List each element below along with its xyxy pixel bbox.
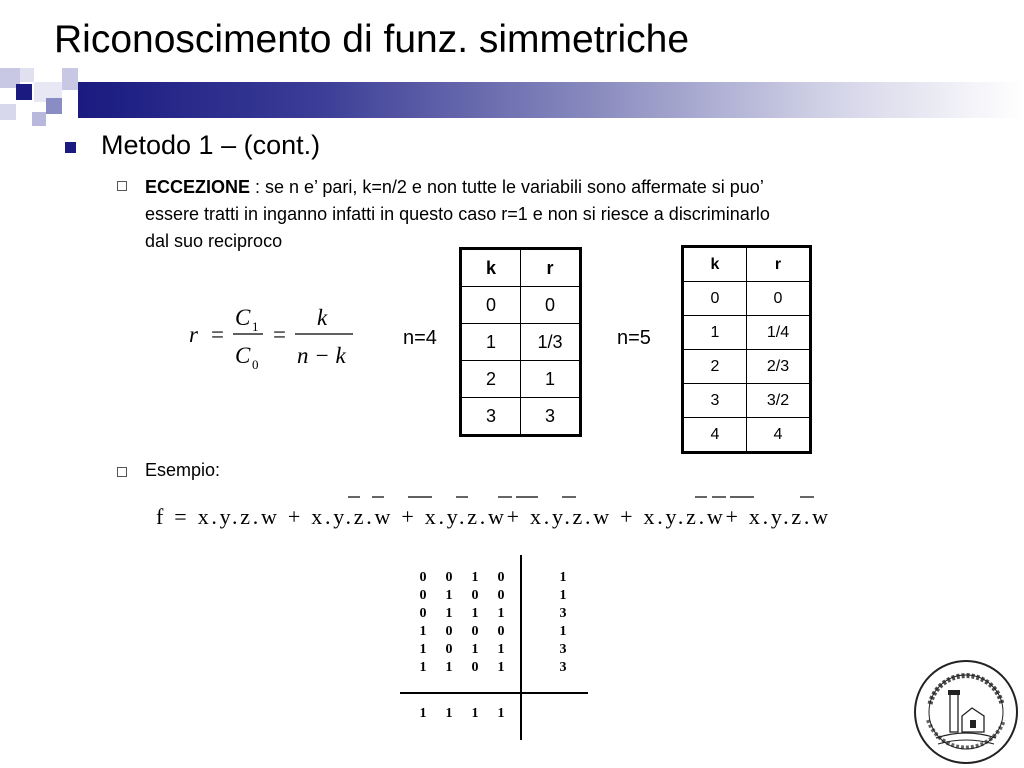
truth-table-row [410, 588, 514, 604]
truth-cell: 0 [445, 570, 453, 585]
truth-cell: 0 [445, 624, 453, 639]
n5-label: n=5 [617, 327, 651, 349]
table-header-r: r [521, 249, 581, 287]
table-cell: 1/3 [521, 324, 581, 361]
eccezione-paragraph [145, 174, 965, 255]
truth-cell: 0 [419, 570, 427, 585]
table-row [461, 361, 581, 398]
truth-cell: 1 [471, 642, 479, 657]
table-cell: 0 [461, 287, 521, 324]
eccezione-text-3: dal suo reciproco [145, 231, 283, 251]
truth-cell: 0 [445, 642, 453, 657]
truth-cell: 1 [471, 606, 479, 621]
formula-eq1: = [211, 322, 224, 347]
truth-cell: 1 [419, 642, 427, 657]
ratio-formula [185, 298, 365, 378]
function-expression [150, 486, 840, 532]
table-cell: 2 [683, 350, 747, 384]
slide-title: Riconoscimento di funz. simmetriche [54, 18, 690, 61]
table-cell: 4 [683, 418, 747, 453]
formula-eq2: = [273, 322, 286, 347]
university-seal-logo [912, 658, 1020, 766]
truth-cell: 1 [445, 606, 453, 621]
formula-c0: C [235, 343, 251, 368]
truth-cell: 0 [419, 588, 427, 603]
table-cell: 0 [521, 287, 581, 324]
banner-gradient-bar [78, 82, 1024, 118]
formula-c0-sub: 0 [252, 357, 259, 372]
truth-cell: 0 [497, 588, 505, 603]
r-value: 3 [559, 606, 567, 621]
truth-cell: 1 [497, 606, 505, 621]
r-value: 1 [559, 588, 567, 603]
formula-c1: C [235, 305, 251, 330]
table-cell: 1/4 [747, 316, 811, 350]
truth-cell: 1 [445, 660, 453, 675]
kr-table-n4 [459, 247, 582, 437]
table-header-k: k [683, 247, 747, 282]
truth-table-row [410, 642, 514, 658]
table-header-r: r [747, 247, 811, 282]
banner-square [62, 68, 78, 90]
table-row [683, 316, 811, 350]
hollow-square-bullet-icon [117, 181, 127, 191]
formula-c1-sub: 1 [252, 319, 259, 334]
banner-square [0, 104, 16, 120]
table-row [683, 350, 811, 384]
r-value: 3 [559, 660, 567, 675]
table-row [683, 384, 811, 418]
truth-cell: 1 [419, 660, 427, 675]
truth-cell: 1 [419, 706, 427, 721]
r-value: 1 [559, 624, 567, 639]
table-row [683, 282, 811, 316]
function-f-text: f = x.y.z.w + x.y.z.w + x.y.z.w+ x.y.z.w + x.y.z.w+ x.y.z.w [156, 504, 829, 529]
r-value: 1 [559, 570, 567, 585]
eccezione-label: ECCEZIONE [145, 177, 251, 197]
truth-table-row [410, 660, 514, 676]
truth-cell: 1 [497, 660, 505, 675]
truth-cell: 1 [471, 706, 479, 721]
esempio-label: Esempio: [145, 460, 221, 480]
banner-square [16, 84, 32, 100]
table-row [461, 324, 581, 361]
table-row [461, 287, 581, 324]
formula-denominator: n − k [297, 343, 346, 368]
table-cell: 3 [461, 398, 521, 436]
truth-table-row [410, 624, 514, 640]
table-row [683, 418, 811, 453]
banner-square [46, 98, 62, 114]
table-cell: 3 [683, 384, 747, 418]
table-cell: 1 [461, 324, 521, 361]
truth-cell: 1 [497, 642, 505, 657]
truth-cell: 0 [497, 624, 505, 639]
eccezione-text-2: essere tratti in inganno infatti in questo caso r=1 e non si riesce a discriminarlo [145, 204, 770, 224]
table-cell: 4 [747, 418, 811, 453]
bullet-square-icon [65, 142, 76, 153]
table-cell: 2/3 [747, 350, 811, 384]
truth-cell: 0 [471, 624, 479, 639]
eccezione-text-1: : se n e’ pari, k=n/2 e non tutte le variabili sono affermate si puo’ [250, 177, 764, 197]
truth-cell: 1 [445, 706, 453, 721]
truth-cell: 1 [419, 624, 427, 639]
table-cell: 1 [521, 361, 581, 398]
table-header-k: k [461, 249, 521, 287]
table-row [461, 398, 581, 436]
kr-table-n5 [681, 245, 812, 454]
table-cell: 3/2 [747, 384, 811, 418]
truth-cell: 1 [445, 588, 453, 603]
formula-k: k [317, 305, 328, 330]
truth-table-row [410, 606, 514, 622]
table-cell: 3 [521, 398, 581, 436]
hollow-square-bullet-icon [117, 467, 127, 477]
truth-table-bottom-row [410, 706, 514, 722]
table-cell: 0 [683, 282, 747, 316]
truth-table-row [410, 570, 514, 586]
bullet-metodo-1: Metodo 1 – (cont.) [101, 130, 321, 160]
truth-cell: 0 [471, 588, 479, 603]
banner-square [20, 68, 34, 82]
formula-r: r [189, 322, 198, 347]
truth-cell: 1 [471, 570, 479, 585]
table-cell: 2 [461, 361, 521, 398]
r-value: 3 [559, 642, 567, 657]
truth-cell: 0 [419, 606, 427, 621]
n4-label: n=4 [403, 327, 437, 349]
table-cell: 0 [747, 282, 811, 316]
truth-cell: 0 [497, 570, 505, 585]
truth-cell: 1 [497, 706, 505, 721]
truth-cell: 0 [471, 660, 479, 675]
table-cell: 1 [683, 316, 747, 350]
banner-square [32, 112, 46, 126]
